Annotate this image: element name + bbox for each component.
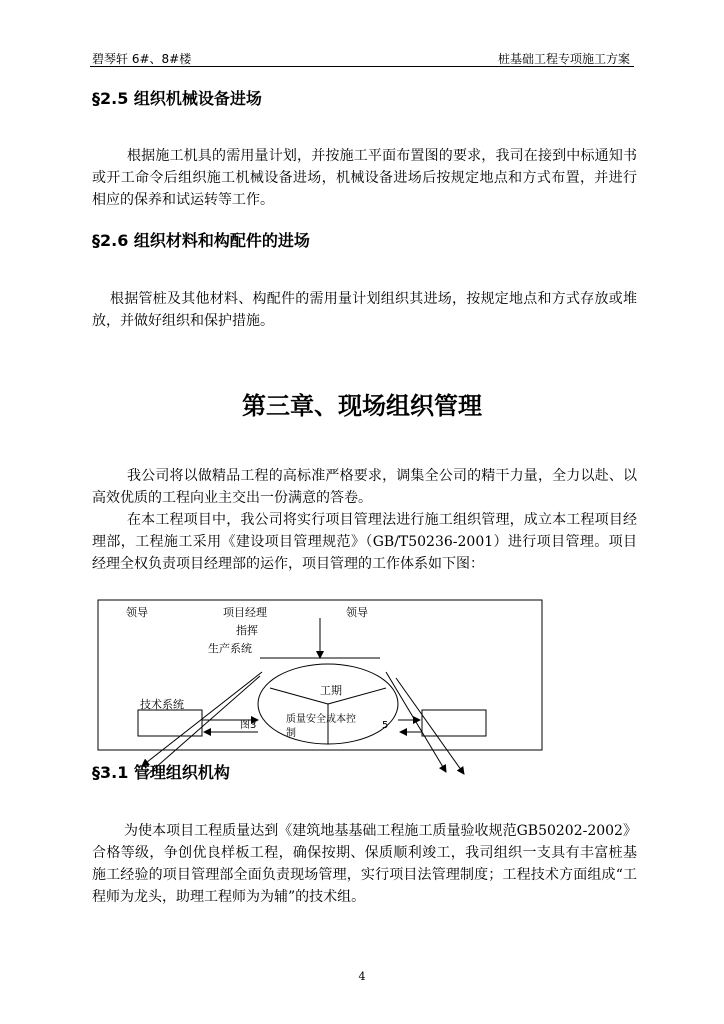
section-3-1-paragraph: 为使本项目工程质量达到《建筑地基基础工程施工质量验收规范GB50202-2002》合格等级，争创优良样板工程，确保按期、保质顺利竣工，我司组织一支具有丰富桩基施工经验的项目管理部全面负责现场管理，实行项目法管理制度；工程技术方面组成“工程师为龙头，助理工程师为为辅”的技术组。 [92,823,637,905]
section-3-1-title: §3.1 管理组织机构 [92,763,230,782]
left-outflow-arrow [142,672,262,766]
section-2-6-title: §2.6 组织材料和构配件的进场 [92,231,310,250]
header-left: 碧琴轩 6#、8#楼 [92,52,192,66]
chapter-3-paragraph-1: 我公司将以做精品工程的高标准严格要求，调集全公司的精干力量，全力以赴、以高效优质的工程向业主交出一份满意的答卷。 [92,468,637,506]
section-2-5-paragraph: 根据施工机具的需用量计划，并按施工平面布置图的要求，我司在接到中标通知书或开工命令后组织施工机械设备进场，机械设备进场后按规定地点和方式布置，并进行相应的保养和试运转等工作。 [92,148,637,208]
tech-system-box [138,710,202,736]
chapter-3-title: 第三章、现场组织管理 [242,392,482,420]
right-outflow-arrow [386,672,446,772]
diagram-tech-system: 技术系统 [140,698,184,711]
diagram-leader-left: 领导 [126,606,148,619]
header-divider [90,66,634,67]
diagram-fig-label-right: 5 [382,720,389,731]
header-right: 桩基础工程专项施工方案 [497,52,630,66]
diagram-schedule: 工期 [320,684,342,697]
chapter-3-paragraph-2: 在本工程项目中，我公司将实行项目管理法进行施工组织管理，成立本工程项目经理部，工程施工采用《建设项目管理规范》（GB/T50236-2001）进行项目管理。项目经理全权负责项目经理部的运作，项目管理的工作体系如下图： [92,512,637,572]
management-system-diagram [90,596,560,786]
diagram-project-manager: 项目经理 [223,606,267,619]
diagram-command: 指挥 [236,624,258,637]
diagram-fig-label: 图3 [240,720,257,731]
diagram-leader-right: 领导 [346,606,368,619]
section-2-5-title: §2.5 组织机械设备进场 [92,89,262,108]
page-number: 4 [358,970,366,983]
diagram-quality-cost-2: 制 [286,728,296,739]
right-system-box [422,710,486,736]
diagram-quality-cost: 质量安全成本控 [286,714,356,725]
section-2-6-paragraph: 根据管桩及其他材料、构配件的需用量计划组织其进场，按规定地点和方式存放或堆放，并做好组织和保护措施。 [92,291,637,329]
diagram-production-system: 生产系统 [208,642,252,655]
